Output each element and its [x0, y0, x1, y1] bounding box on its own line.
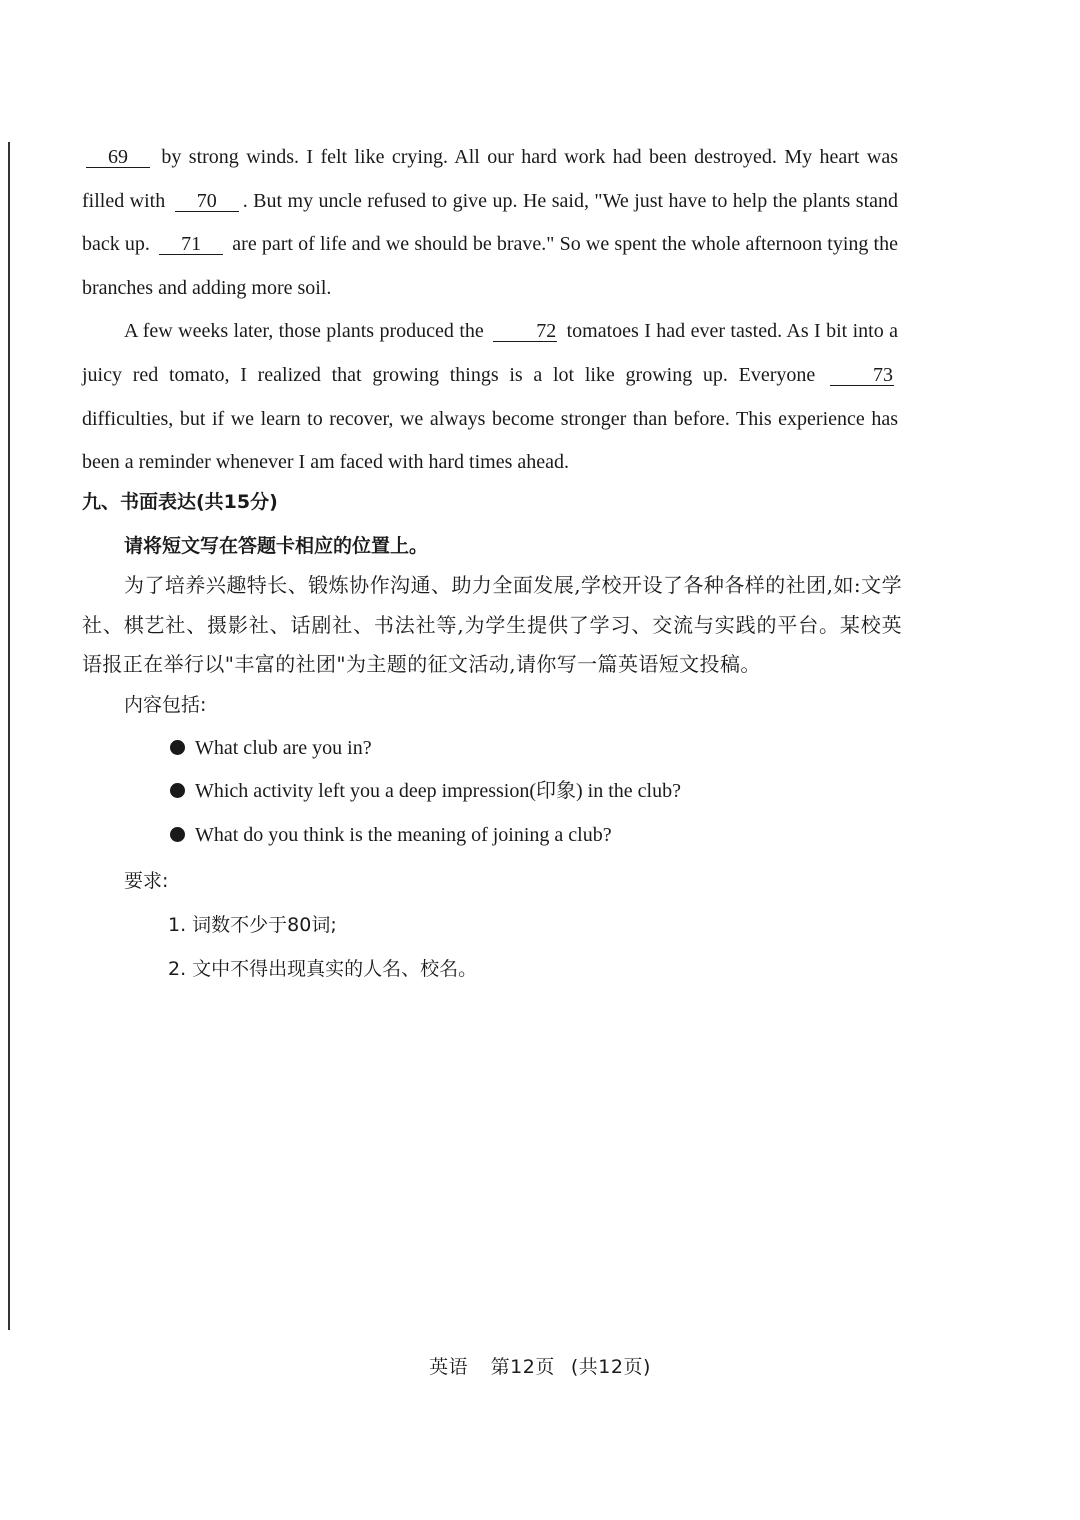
content-heading: 内容包括: [124, 693, 207, 716]
list-item: 2. 文中不得出现真实的人名、校名。 [168, 958, 478, 980]
bullet-text: What do you think is the meaning of joining a club? [195, 823, 612, 846]
binding-margin-line [8, 142, 10, 1330]
bullet-dot-icon [170, 827, 185, 842]
writing-prompt: 为了培养兴趣特长、锻炼协作沟通、助力全面发展,学校开设了各种各样的社团,如:文学社、棋艺社、摄影社、话剧社、书法社等,为学生提供了学习、交流与实践的平台。某校英语报正在举行以"丰富的社团"为主题的征文活动,请你写一篇英语短文投稿。 [82, 573, 902, 676]
blank-72: 72 [493, 321, 557, 342]
section-title: 九、书面表达(共15分) [82, 491, 278, 513]
writing-section [82, 482, 902, 991]
blank-70: 70 [175, 191, 239, 212]
passage-text: tomatoes I had ever tasted. As I bit into a juicy red tomato, I realized that growing things is a lot like growing up. Everyone [82, 320, 899, 386]
bullet-dot-icon [170, 740, 185, 755]
content-bullets [82, 727, 902, 858]
passage-text: by strong winds. I felt like crying. All our hard work had been destroyed. My heart was filled with [82, 146, 898, 212]
section-instruction: 请将短文写在答题卡相应的位置上。 [124, 535, 429, 557]
footer-page-total: (共12页) [570, 1356, 651, 1378]
passage-paragraph-2 [82, 310, 898, 484]
blank-69: 69 [86, 147, 150, 168]
page-footer [0, 1352, 1080, 1379]
passage-text: are part of life and we should be brave." So we spent the whole afternoon tying the branches and adding more soil. [82, 233, 898, 299]
list-item [170, 814, 902, 858]
blank-71: 71 [159, 234, 223, 255]
bullet-dot-icon [170, 783, 185, 798]
requirements-heading: 要求: [124, 870, 169, 892]
passage-text: A few weeks later, those plants produced the [124, 320, 484, 343]
list-item: 1. 词数不少于80词; [168, 914, 337, 936]
footer-page-number: 第12页 [490, 1356, 555, 1378]
footer-subject: 英语 [429, 1356, 469, 1378]
passage-text: difficulties, but if we learn to recover, we always become stronger than before. This experience has been a reminder whenever I am faced with hard times ahead. [82, 407, 898, 474]
bullet-text: What club are you in? [195, 736, 372, 759]
requirements-list [82, 903, 902, 991]
cloze-passage [82, 136, 898, 485]
list-item [170, 770, 902, 814]
passage-paragraph-1 [82, 136, 898, 310]
blank-73: 73 [830, 365, 894, 386]
bullet-text: Which activity left you a deep impression(印象) in the club? [195, 780, 681, 802]
list-item [170, 727, 902, 771]
passage-text: . But my uncle refused to give up. He said, "We just have to help the plants stand back up. [82, 189, 899, 256]
